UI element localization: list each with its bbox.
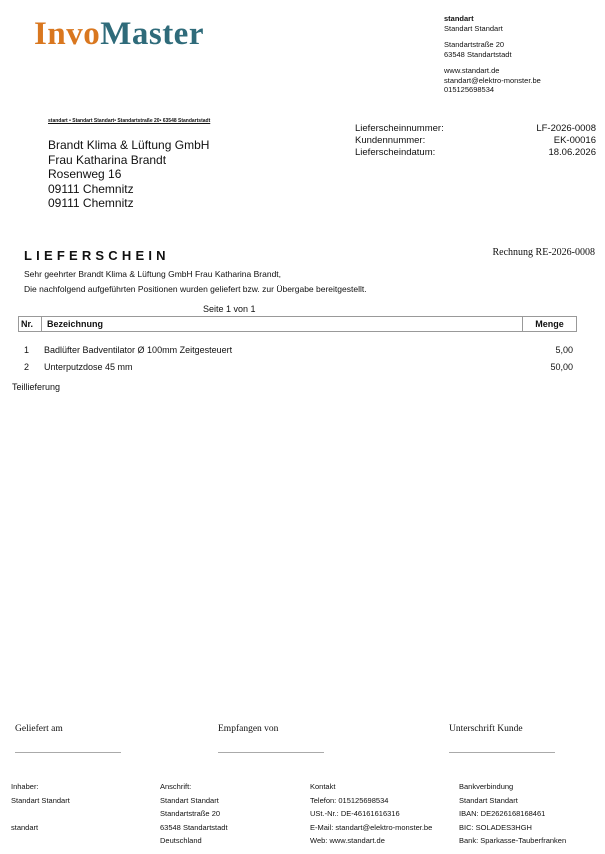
sender-web: www.standart.de	[444, 66, 500, 75]
recipient-city: 09111 Chemnitz	[48, 181, 134, 196]
sender-phone: 015125698534	[444, 85, 495, 94]
footer-address	[160, 780, 228, 848]
meta-value: 18.06.2026	[548, 147, 596, 158]
greeting-line: Sehr geehrter Brandt Klima & Lüftung GmbH Frau Katharina Brandt,	[24, 269, 282, 279]
signature-customer-label: Unterschrift Kunde	[449, 724, 523, 734]
footer-line: Web: www.standart.de	[310, 836, 385, 845]
footer-line: Standartstraße 20	[160, 809, 221, 818]
table-header	[18, 316, 577, 332]
meta-delivery-date	[355, 147, 596, 159]
row-description: Unterputzdose 45 mm	[44, 361, 133, 372]
footer-label: Bankverbindung	[459, 782, 514, 791]
signature-delivered-label: Geliefert am	[15, 724, 63, 734]
greeting	[24, 267, 367, 296]
partial-delivery-note: Teillieferung	[12, 382, 61, 392]
footer-line: Standart Standart	[459, 795, 518, 805]
items-table	[18, 316, 577, 375]
company-logo	[34, 14, 204, 54]
recipient-address	[48, 138, 209, 211]
recipient-street: Rosenweg 16	[48, 167, 122, 181]
meta-label: Kundennummer:	[355, 135, 426, 146]
sender-street: Standartstraße 20	[444, 40, 505, 49]
table-body	[18, 332, 577, 375]
meta-label: Lieferscheinnummer:	[355, 123, 444, 134]
signature-received-line	[218, 744, 324, 753]
logo-part-invo: Invo	[34, 16, 101, 52]
footer-owner	[11, 780, 70, 834]
signature-received-label: Empfangen von	[218, 724, 279, 734]
header-nr: Nr.	[19, 317, 42, 331]
footer-line: Standart Standart	[11, 795, 70, 805]
footer-label: Kontakt	[310, 782, 336, 791]
row-nr: 1	[24, 344, 30, 355]
sender-city: 63548 Standartstadt	[444, 49, 512, 59]
meta-delivery-number	[355, 123, 596, 135]
sender-email: standart@elektro-monster.be	[444, 75, 541, 85]
intro-line: Die nachfolgend aufgeführten Positionen wurden geliefert bzw. zur Übergabe bereitgestellt.	[24, 283, 367, 294]
footer-line: USt.-Nr.: DE-46161616316	[310, 809, 400, 818]
row-quantity: 50,00	[550, 361, 573, 372]
footer-label: Inhaber:	[11, 782, 39, 791]
invoice-reference: Rechnung RE-2026-0008	[492, 247, 595, 258]
row-description: Badlüfter Badventilator Ø 100mm Zeitgesteuert	[44, 344, 233, 355]
footer-line: 63548 Standartstadt	[160, 822, 228, 832]
return-address: standart • Standart Standart• Standartstraße 20• 63548 Standartstadt	[48, 118, 211, 124]
row-quantity: 5,00	[555, 344, 573, 355]
footer-label: Anschrift:	[160, 782, 192, 791]
signature-delivered-line	[15, 744, 121, 753]
header-quantity: Menge	[535, 319, 564, 329]
footer-line: Deutschland	[160, 836, 202, 845]
footer-line: Standart Standart	[160, 795, 219, 805]
header-description: Bezeichnung	[42, 317, 523, 331]
table-row	[18, 358, 577, 375]
row-nr: 2	[24, 361, 30, 372]
logo-part-master: Master	[100, 16, 204, 52]
footer-line: IBAN: DE2626168168461	[459, 809, 546, 818]
footer-contact	[310, 780, 432, 848]
sender-company: standart	[444, 14, 474, 23]
sender-owner: Standart Standart	[444, 23, 503, 33]
table-row	[18, 341, 577, 358]
meta-label: Lieferscheindatum:	[355, 147, 436, 158]
recipient-company: Brandt Klima & Lüftung GmbH	[48, 138, 210, 152]
page-number: Seite 1 von 1	[203, 304, 256, 314]
document-meta	[355, 123, 596, 159]
footer-line: BIC: SOLADES3HGH	[459, 822, 532, 832]
footer-line: standart	[11, 822, 39, 832]
meta-value: LF-2026-0008	[536, 123, 596, 134]
signature-customer-line	[449, 744, 555, 753]
footer-line: E-Mail: standart@elektro-monster.be	[310, 822, 433, 832]
meta-customer-number	[355, 135, 596, 147]
meta-value: EK-00016	[553, 135, 596, 146]
recipient-city-repeat: 09111 Chemnitz	[48, 196, 134, 210]
footer-line: Bank: Sparkasse-Tauberfranken	[459, 836, 567, 845]
recipient-contact: Frau Katharina Brandt	[48, 152, 167, 167]
footer-bank	[459, 780, 566, 848]
sender-block	[444, 14, 541, 95]
footer-line: Telefon: 015125698534	[310, 795, 389, 805]
document-title: LIEFERSCHEIN	[24, 248, 170, 263]
